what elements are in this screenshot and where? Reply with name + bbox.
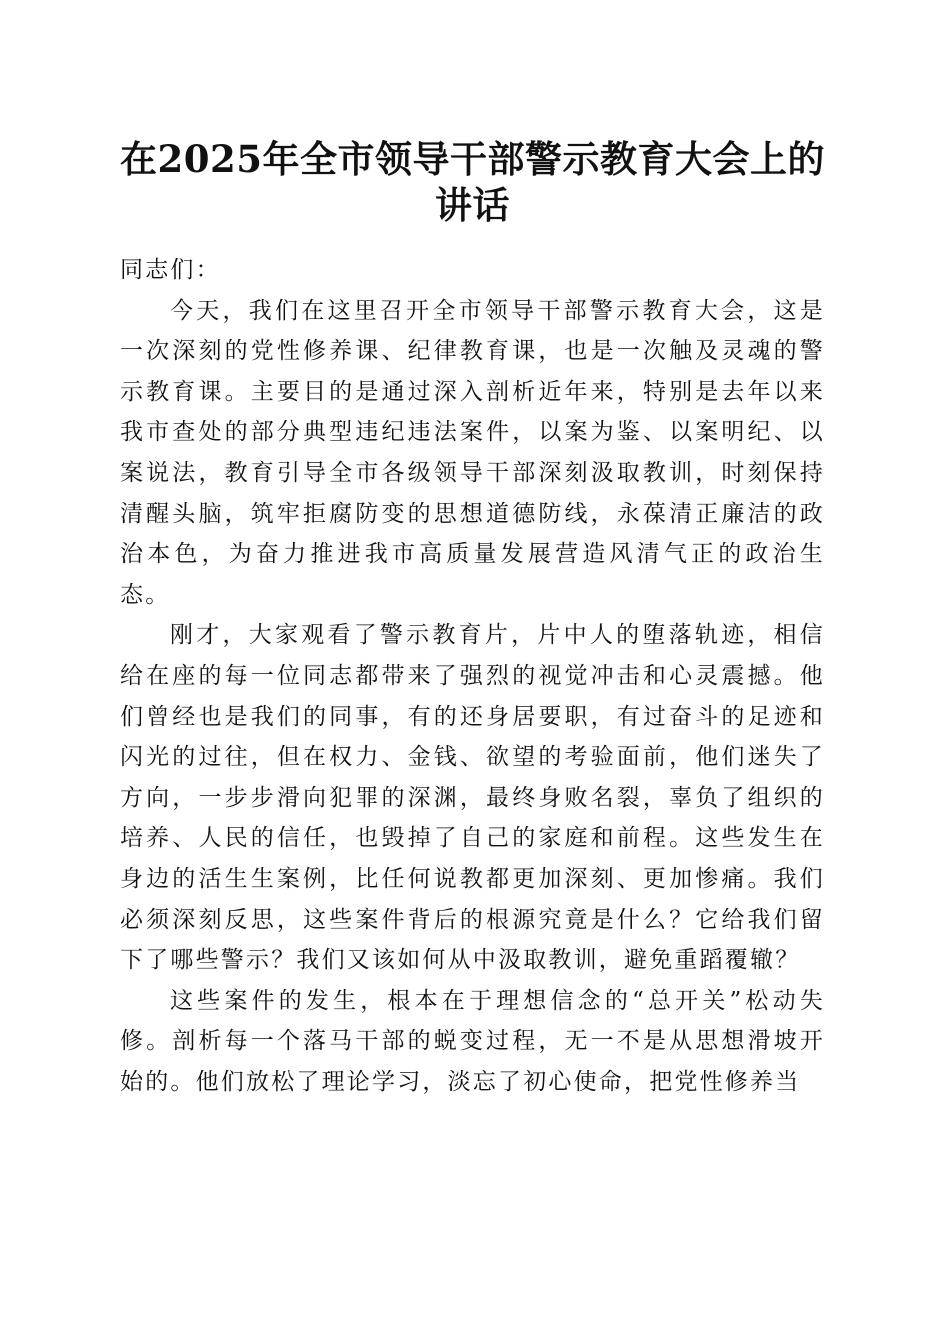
paragraph-warning-film: 刚才，大家观看了警示教育片，片中人的堕落轨迹，相信给在座的每一位同志都带来了强烈的视觉冲击和心灵震撼。他们曾经也是我们的同事，有的还身居要职，有过奋斗的足迹和闪光的过往，但在权力、金钱、欲望的考验面前，他们迷失了方向，一步步滑向犯罪的深渊，最终身败名裂，辜负了组织的培养、人民的信任，也毁掉了自己的家庭和前程。这些发生在身边的活生生案例，比任何说教都更加深刻、更加惨痛。我们必须深刻反思，这些案件背后的根源究竟是什么？它给我们留下了哪些警示？我们又该如何从中汲取教训，避免重蹈覆辙？ (120, 622, 825, 974)
document-title: 在2025年全市领导干部警示教育大会上的讲话 (120, 137, 825, 227)
salutation: 同志们： (120, 257, 221, 283)
document-body (120, 250, 825, 1102)
paragraph-root-cause: 这些案件的发生，根本在于理想信念的“总开关”松动失修。剖析每一个落马干部的蜕变过程，无一不是从思想滑坡开始的。他们放松了理论学习，淡忘了初心使命，把党性修养当 (120, 987, 825, 1095)
paragraph-opening: 今天，我们在这里召开全市领导干部警示教育大会，这是一次深刻的党性修养课、纪律教育课，也是一次触及灵魂的警示教育课。主要目的是通过深入剖析近年来，特别是去年以来我市查处的部分典型违纪违法案件，以案为鉴、以案明纪、以案说法，教育引导全市各级领导干部深刻汲取教训，时刻保持清醒头脑，筑牢拒腐防变的思想道德防线，永葆清正廉洁的政治本色，为奋力推进我市高质量发展营造风清气正的政治生态。 (120, 297, 825, 608)
